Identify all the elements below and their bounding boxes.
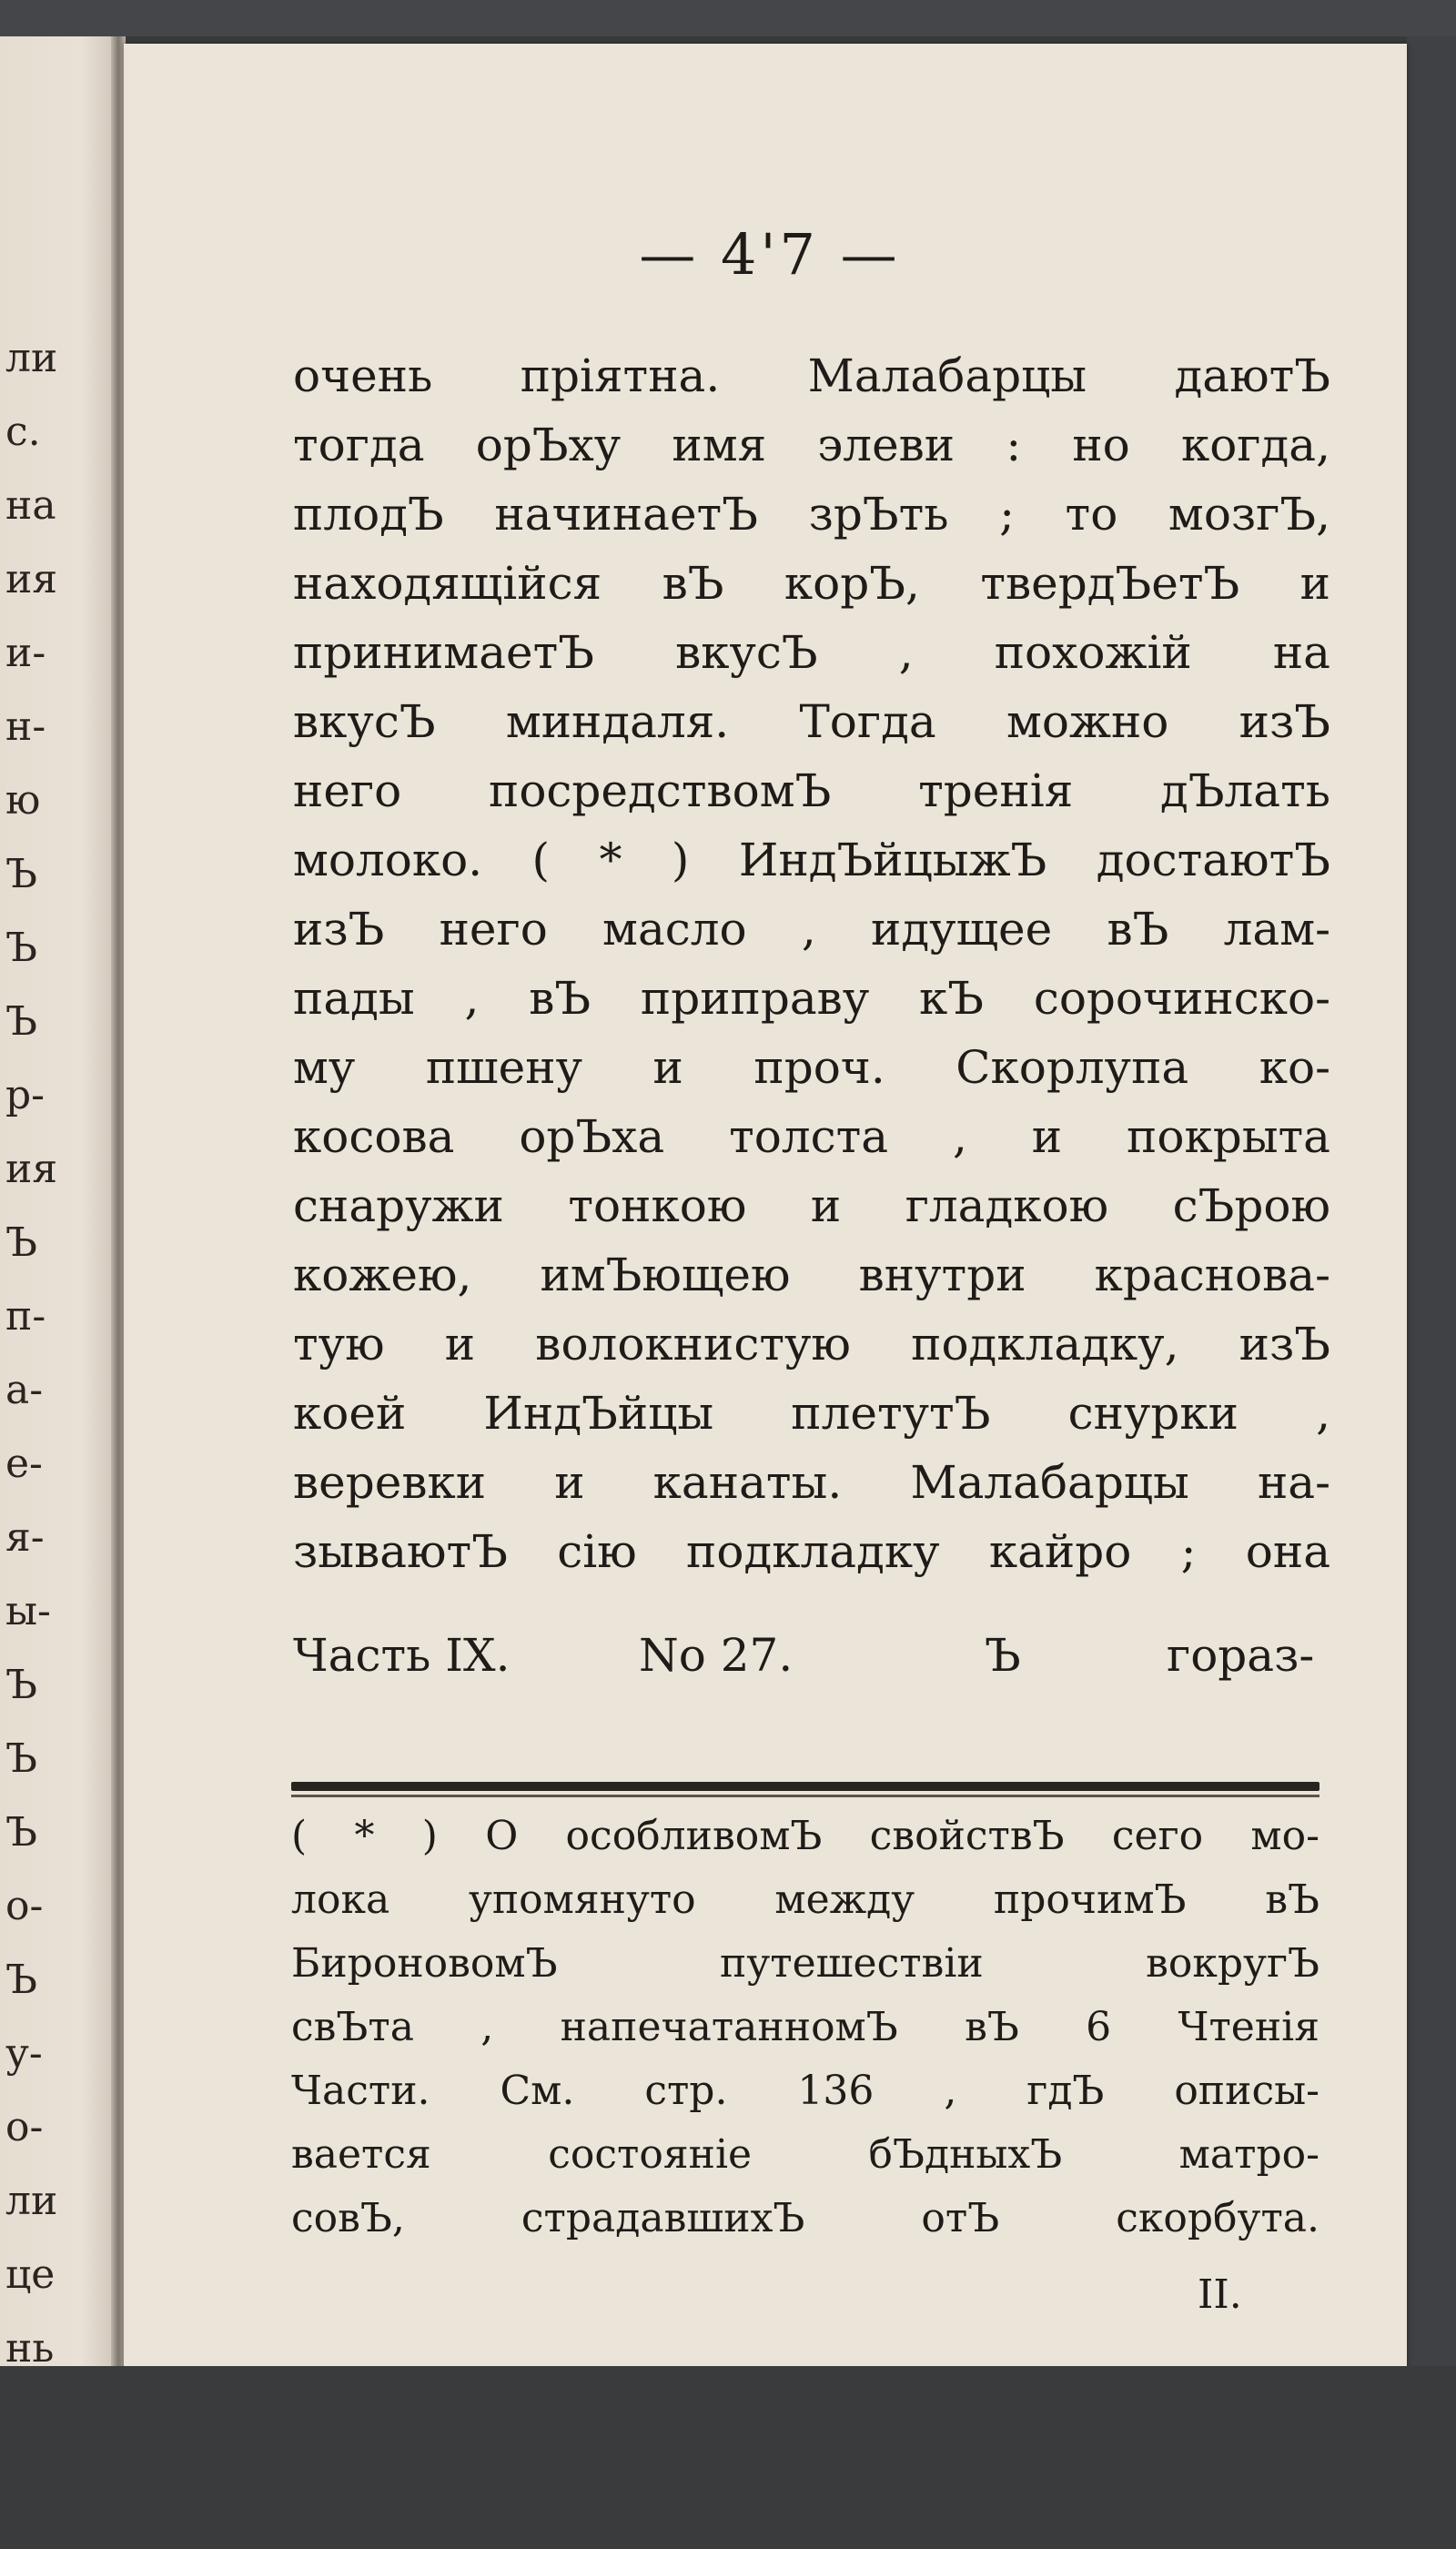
facing-page-fragment: Ъ [5,1219,37,1266]
scan-background-right [1407,36,1456,2366]
footnote-line: БироновомЪ путешествіи вокругЪ [291,1940,1320,1987]
facing-page-fragment: Ъ [5,1662,37,1708]
facing-page-fragment: е- [5,1441,43,1487]
catchword: гораз- [1167,1629,1315,1682]
facing-page-fragment: ю [5,777,41,824]
facing-page-fragment: с. [5,409,41,455]
footnote-line: свЪта , напечатанномЪ вЪ 6 Чтенія [291,2004,1320,2050]
text-line: вкусЪ миндаля. Тогда можно изЪ [293,695,1330,748]
facing-page-fragment: о- [5,1883,44,1929]
text-line: му пшену и проч. Скорлупа ко- [293,1041,1330,1094]
page-number: — 4'7 — [639,221,901,288]
facing-page-fragment: о- [5,2104,44,2150]
facing-page-fragment: на [5,482,56,529]
scan-background-bottom [0,2366,1456,2549]
facing-page-fragment: ли [5,335,58,381]
facing-page-fragment: ы- [5,1588,51,1634]
text-line: веревки и канаты. Малабарцы на- [293,1456,1330,1509]
text-line: тогда орЪху имя элеви : но когда, [293,419,1330,471]
text-line: кожею, имЪющею внутри краснова- [293,1249,1330,1301]
text-line: пады , вЪ приправу кЪ сорочинско- [293,972,1330,1025]
footnote-line: вается состояніе бЪдныхЪ матро- [291,2131,1320,2178]
text-line: очень пріятна. Малабарцы даютЪ [293,349,1330,402]
facing-page-fragment: ли [5,2178,58,2224]
facing-page-fragment: Ъ [5,1957,37,2003]
facing-page-fragment: н- [5,703,46,750]
footnote-rule-thin [291,1795,1320,1797]
text-line: него посредствомЪ тренія дЪлать [293,764,1330,817]
text-line: коей ИндЪйцы плетутЪ снурки , [293,1387,1330,1440]
signature-mark: Ъ [985,1629,1021,1682]
text-line: находящійся вЪ корЪ, твердЪетЪ и [293,557,1330,610]
signature-line [293,1629,1330,1684]
facing-page-fragment: Ъ [5,1735,37,1782]
text-line: зываютЪ сію подкладку кайро ; она [293,1525,1330,1578]
footnote-end-mark: II. [1198,2271,1242,2318]
facing-page-fragment: п- [5,1293,46,1340]
signature-number: No 27. [639,1629,794,1682]
facing-page-fragment: у- [5,2030,43,2077]
facing-page-edge [0,36,116,2366]
facing-page-fragment: и- [5,630,46,676]
facing-page-fragment: а- [5,1367,44,1413]
book-page [124,44,1407,2373]
footnote-line: лока упомянуто между прочимЪ вЪ [291,1876,1320,1923]
text-line: молоко. ( * ) ИндЪйцыжЪ достаютЪ [293,834,1330,886]
text-line: изЪ него масло , идущее вЪ лам- [293,903,1330,956]
facing-page-fragment: нь [5,2325,55,2366]
scan-background-top [0,0,1456,36]
text-line: снаружи тонкою и гладкою сЪрою [293,1179,1330,1232]
facing-page-fragment: р- [5,1072,46,1118]
facing-page-fragment: я- [5,1514,45,1561]
text-line: принимаетЪ вкусЪ , похожій на [293,626,1330,679]
facing-page-fragment: ия [5,556,58,602]
footnote-line: совЪ, страдавшихЪ отЪ скорбута. [291,2195,1320,2241]
footnote-line: Части. См. стр. 136 , гдЪ описы- [291,2068,1320,2114]
signature-part: Часть IX. [293,1629,511,1682]
text-line: плодЪ начинаетЪ зрЪть ; то мозгЪ, [293,488,1330,541]
facing-page-fragment: Ъ [5,925,37,971]
text-line: косова орЪха толста , и покрыта [293,1110,1330,1163]
facing-page-fragment: Ъ [5,998,37,1045]
facing-page-fragment: ия [5,1146,58,1192]
facing-page-fragment: Ъ [5,851,37,897]
text-line: тую и волокнистую подкладку, изЪ [293,1318,1330,1371]
facing-page-fragment: Ъ [5,1809,37,1856]
footnote-line: ( * ) О особливомЪ свойствЪ сего мо- [291,1813,1320,1859]
footnote-rule [291,1782,1320,1791]
facing-page-fragment: це [5,2251,56,2298]
